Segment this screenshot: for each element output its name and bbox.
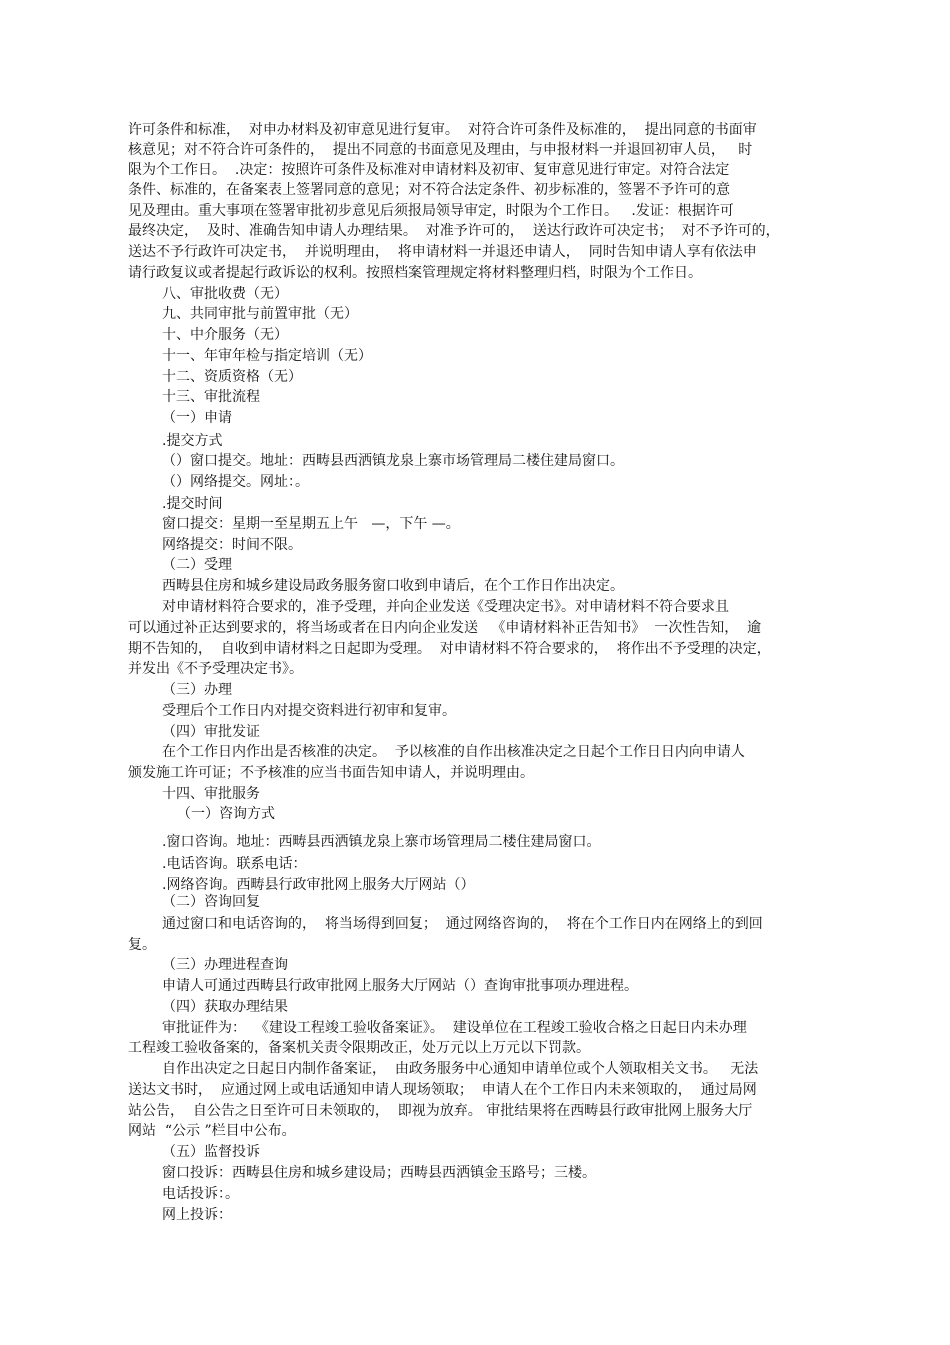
paragraph-line: .提交方式 (162, 433, 223, 449)
paragraph-line: 期不告知的， 自收到申请材料之日起即为受理。 对申请材料不符合要求的， 将作出不予受理的决定， (128, 641, 771, 657)
paragraph-line: .网络咨询。西畴县行政审批网上服务大厅网站（） (162, 877, 475, 893)
paragraph-line: 见及理由。重大事项在签署审批初步意见后须报局领导审定，时限为个工作日。 .发证：根据许可 (128, 203, 734, 219)
paragraph-line: 自作出决定之日起日内制作备案证， 由政务服务中心通知申请单位或个人领取相关文书。 无法 (162, 1061, 759, 1077)
paragraph-line: 条件、标准的，在备案表上签署同意的意见；对不符合法定条件、初步标准的，签署不予许可的意 (128, 182, 730, 198)
paragraph-line: 并发出《不予受理决定书》。 (128, 661, 303, 677)
subsection-heading: （一）申请 (162, 410, 232, 426)
paragraph-line: 限为个工作日。 .决定：按照许可条件及标准对申请材料及初审、复审意见进行审定。对符合法定 (128, 162, 730, 178)
paragraph-line: 对申请材料符合要求的，准予受理，并向企业发送《受理决定书》。对申请材料不符合要求且 (162, 599, 729, 615)
paragraph-line: .提交时间 (162, 496, 223, 512)
paragraph-line: 送达文书时， 应通过网上或电话通知申请人现场领取； 申请人在个工作日内未来领取的， 通过局网 (128, 1082, 757, 1098)
subsection-heading: （五）监督投诉 (162, 1144, 260, 1160)
paragraph-line: .窗口咨询。地址：西畴县西洒镇龙泉上寨市场管理局二楼住建局窗口。 (162, 834, 601, 850)
paragraph-line: 许可条件和标准， 对申办材料及初审意见进行复审。 对符合许可条件及标准的， 提出同意的书面审 (128, 122, 757, 138)
paragraph-line: .电话咨询。联系电话： (162, 856, 307, 872)
paragraph-line: 站公告， 自公告之日至许可日未领取的， 即视为放弃。 审批结果将在西畴县行政审批网上服务大厅 (128, 1103, 753, 1119)
paragraph-line: 受理后个工作日内对提交资料进行初审和复审。 (162, 703, 456, 719)
paragraph-line: 通过窗口和电话咨询的， 将当场得到回复； 通过网络咨询的， 将在个工作日内在网络上的到回 (162, 916, 763, 932)
paragraph-line: 网站 “公示 ”栏目中公布。 (128, 1123, 296, 1139)
paragraph-line: 核意见；对不符合许可条件的， 提出不同意的书面意见及理由，与申报材料一并退回初审人员， 时 (128, 142, 753, 158)
paragraph-line: 可以通过补正达到要求的，将当场或者在日内向企业发送 《申请材料补正告知书》 一次性告知， 逾 (128, 620, 762, 636)
paragraph-line: 网络提交：时间不限。 (162, 537, 302, 553)
paragraph-line: 最终决定， 及时、准确告知申请人办理结果。 对准予许可的， 送达行政许可决定书； 对不予许可的， (128, 223, 780, 239)
paragraph-line: 审批证件为： 《建设工程竣工验收备案证》。 建设单位在工程竣工验收合格之日起日内未办理 (162, 1020, 747, 1036)
paragraph-line: 复。 (128, 937, 156, 953)
section-heading: 十一、年审年检与指定培训（无） (162, 348, 372, 364)
paragraph-line: 窗口投诉：西畴县住房和城乡建设局；西畴县西洒镇金玉路号；三楼。 (162, 1165, 596, 1181)
section-heading: 十三、审批流程 (162, 389, 260, 405)
subsection-heading: （二）咨询回复 (162, 894, 260, 910)
paragraph-line: 请行政复议或者提起行政诉讼的权利。按照档案管理规定将材料整理归档，时限为个工作日。 (128, 265, 702, 281)
paragraph-line: 西畴县住房和城乡建设局政务服务窗口收到申请后，在个工作日作出决定。 (162, 578, 624, 594)
paragraph-line: 窗口提交：星期一至星期五上午 —，下午 —。 (162, 516, 460, 532)
subsection-heading: （三）办理 (162, 682, 232, 698)
paragraph-line: 申请人可通过西畴县行政审批网上服务大厅网站（）查询审批事项办理进程。 (162, 978, 638, 994)
paragraph-line: （）窗口提交。地址：西畴县西洒镇龙泉上寨市场管理局二楼住建局窗口。 (162, 453, 624, 469)
subsection-heading: （三）办理进程查询 (162, 957, 288, 973)
paragraph-line: 在个工作日内作出是否核准的决定。 予以核准的自作出核准决定之日起个工作日日内向申请人 (162, 744, 745, 760)
section-heading: 九、共同审批与前置审批（无） (162, 306, 358, 322)
section-heading: 十二、资质资格（无） (162, 369, 302, 385)
subsection-heading: （四）审批发证 (162, 724, 260, 740)
paragraph-line: 电话投诉：。 (162, 1186, 239, 1202)
paragraph-line: 送达不予行政许可决定书， 并说明理由， 将申请材料一并退还申请人， 同时告知申请人享有依法申 (128, 244, 757, 260)
subsection-heading: （二）受理 (162, 557, 232, 573)
section-heading: 十、中介服务（无） (162, 327, 288, 343)
paragraph-line: 网上投诉： (162, 1207, 232, 1223)
subsection-heading: （一）咨询方式 (177, 806, 275, 822)
paragraph-line: 工程竣工验收备案的，备案机关责令限期改正，处万元以上万元以下罚款。 (128, 1040, 590, 1056)
subsection-heading: （四）获取办理结果 (162, 999, 288, 1015)
paragraph-line: （）网络提交。网址：。 (162, 474, 309, 490)
section-heading: 八、审批收费（无） (162, 286, 288, 302)
section-heading: 十四、审批服务 (162, 786, 260, 802)
paragraph-line: 颁发施工许可证；不予核准的应当书面告知申请人，并说明理由。 (128, 765, 534, 781)
